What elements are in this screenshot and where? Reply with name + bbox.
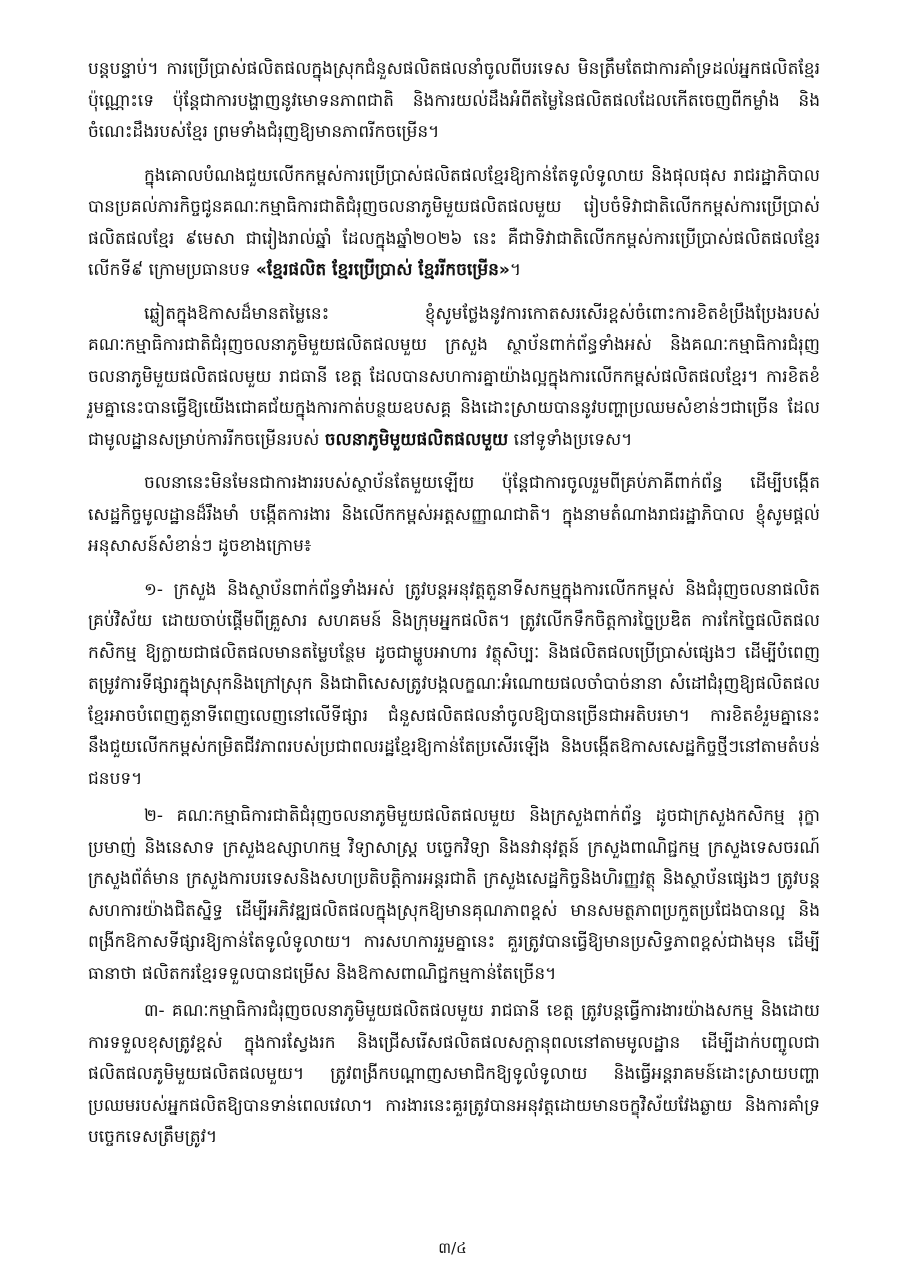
- paragraph-national-day: [88, 161, 820, 287]
- paragraph-text: ក្នុងគោលបំណងជួយលើកកម្ពស់ការប្រើប្រាស់ផលិតផលខ្មែរឱ្យកាន់តែទូលំទូលាយ និងផុលផុស រាជរដ្ឋាភិបាលបានប្រគល់ភារកិច្ចជូនគណៈកម្មាធិការជាតិជំរុញចលនាភូមិមួយផលិតផលមួយ រៀបចំទិវាជាតិលើកកម្ពស់ការប្រើប្រាស់ផលិតផលខ្មែរ ៩មេសា ជារៀងរាល់ឆ្នាំ ដែលក្នុងឆ្នាំ២០២៦ នេះ គឺជាទិវាជាតិលើកកម្ពស់ការប្រើប្រាស់ផលិតផលខ្មែរ លើកទី៩ ក្រោមប្រធានបទ: [88, 165, 820, 280]
- document-body: [88, 54, 820, 1160]
- paragraph-text-end: ។: [509, 260, 522, 280]
- page-number: ៣/៤: [438, 1239, 467, 1257]
- recommendation-item-3: ៣- គណៈកម្មាធិការជំរុញចលនាភូមិមួយផលិតផលមួយ រាជធានី ខេត្ត ត្រូវបន្តធ្វើការងារយ៉ាងសកម្ម និងដោយការទទួលខុសត្រូវខ្ពស់ ក្នុងការស្វែងរក និងជ្រើសរើសផលិតផលសក្តានុពលនៅតាមមូលដ្ឋាន ដើម្បីដាក់បញ្ចូលជាផលិតផលភូមិមួយផលិតផលមួយ។ ត្រូវពង្រីកបណ្តាញសមាជិកឱ្យទូលំទូលាយ និងធ្វើអន្តរាគមន៍ដោះស្រាយបញ្ហាប្រឈមរបស់អ្នកផលិតឱ្យបានទាន់ពេលវេលា។ ការងារនេះគួរត្រូវបានអនុវត្តដោយមានចក្ខុវិស័យវែងឆ្ងាយ និងការគាំទ្របច្ចេកទេសត្រឹមត្រូវ។: [88, 1001, 820, 1147]
- theme-slogan: «ខ្មែរផលិត ខ្មែរប្រើប្រាស់ ខ្មែររីកចម្រើន»: [255, 260, 510, 280]
- paragraph-recommendations-intro: ចលនានេះមិនមែនជាការងាររបស់ស្ថាប័នតែមួយឡើយ ប៉ុន្តែជាការចូលរួមពីគ្រប់ភាគីពាក់ព័ន្ធ ដើម្បីបង្កើតសេដ្ឋកិច្ចមូលដ្ឋានដ៏រឹងមាំ បង្កើតការងារ និងលើកកម្ពស់អត្តសញ្ញាណជាតិ។ ក្នុងនាមតំណាងរាជរដ្ឋាភិបាល ខ្ញុំសូមផ្តល់អនុសាសន៍សំខាន់ៗ ដូចខាងក្រោម៖: [88, 473, 820, 556]
- recommendation-item-2: ២- គណៈកម្មាធិការជាតិជំរុញចលនាភូមិមួយផលិតផលមួយ និងក្រសួងពាក់ព័ន្ធ ដូចជាក្រសួងកសិកម្ម រុក្ខាប្រមាញ់ និងនេសាទ ក្រសួងឧស្សាហកម្ម វិទ្យាសាស្ត្រ បច្ចេកវិទ្យា និងនវានុវត្តន៍ ក្រសួងពាណិជ្ជកម្ម ក្រសួងទេសចរណ៍ ក្រសួងព័ត៌មាន ក្រសួងការបរទេសនិងសហប្រតិបត្តិការអន្តរជាតិ ក្រសួងសេដ្ឋកិច្ចនិងហិរញ្ញវត្ថុ និងស្ថាប័នផ្សេងៗ ត្រូវបន្តសហការយ៉ាងជិតស្និទ្ធ ដើម្បីអភិវឌ្ឍផលិតផលក្នុងស្រុកឱ្យមានគុណភាពខ្ពស់ មានសមត្ថភាពប្រកួតប្រជែងបានល្អ និងពង្រីកឱកាសទីផ្សារឱ្យកាន់តែទូលំទូលាយ។ ការសហការរួមគ្នានេះ គួរត្រូវបានធ្វើឱ្យមានប្រសិទ្ធភាពខ្ពស់ជាងមុន ដើម្បីធានាថា ផលិតករខ្មែរទទួលបានជម្រើស និងឱកាសពាណិជ្ជកម្មកាន់តែច្រើន។: [88, 806, 820, 984]
- paragraph-text: ឆ្លៀតក្នុងឱកាសដ៏មានតម្លៃនេះ ខ្ញុំសូមថ្លែងនូវការកោតសរសើរខ្ពស់ចំពោះការខិតខំប្រឹងប្រែងរបស់គណៈកម្មាធិការជាតិជំរុញចលនាភូមិមួយផលិតផលមួយ ក្រសួង ស្ថាប័នពាក់ព័ន្ធទាំងអស់ និងគណៈកម្មាធិការជំរុញចលនាភូមិមួយផលិតផលមួយ រាជធានី ខេត្ត ដែលបានសហការគ្នាយ៉ាងល្អក្នុងការលើកកម្ពស់ផលិតផលខ្មែរ។ ការខិតខំរួមគ្នានេះបានធ្វើឱ្យយើងជោគជ័យក្នុងការកាត់បន្ថយឧបសគ្គ និងដោះស្រាយបាននូវបញ្ហាប្រឈមសំខាន់ៗជាច្រើន ដែលជាមូលដ្ឋានសម្រាប់ការរីកចម្រើនរបស់: [88, 303, 820, 450]
- paragraph-appreciation: [88, 299, 820, 457]
- movement-name: ចលនាភូមិមួយផលិតផលមួយ: [324, 429, 509, 450]
- paragraph-continuation: បន្តបន្ទាប់។ ការប្រើប្រាស់ផលិតផលក្នុងស្រុកជំនួសផលិតផលនាំចូលពីបរទេស មិនត្រឹមតែជាការគាំទ្រដល់អ្នកផលិតខ្មែរប៉ុណ្ណោះទេ ប៉ុន្តែជាការបង្ហាញនូវមោទនភាពជាតិ និងការយល់ដឹងអំពីតម្លៃនៃផលិតផលដែលកើតចេញពីកម្លាំង និងចំណេះដឹងរបស់ខ្មែរ ព្រមទាំងជំរុញឱ្យមានភាពរីកចម្រើន។: [88, 59, 820, 142]
- paragraph-text-end: នៅទូទាំងប្រទេស។: [508, 429, 633, 450]
- recommendation-item-1: ១- ក្រសួង និងស្ថាប័នពាក់ព័ន្ធទាំងអស់ ត្រូវបន្តអនុវត្តតួនាទីសកម្មក្នុងការលើកកម្ពស់ និងជំរុញចលនាផលិតគ្រប់វិស័យ ដោយចាប់ផ្តើមពីគ្រួសារ សហគមន៍ និងក្រុមអ្នកផលិត។ ត្រូវលើកទឹកចិត្តការច្នៃប្រឌិត ការកែច្នៃផលិតផលកសិកម្ម ឱ្យក្លាយជាផលិតផលមានតម្លៃបន្ថែម ដូចជាម្ហូបអាហារ វត្ថុសិប្បៈ និងផលិតផលប្រើប្រាស់ផ្សេងៗ ដើម្បីបំពេញតម្រូវការទីផ្សារក្នុងស្រុកនិងក្រៅស្រុក និងជាពិសេសត្រូវបង្កលក្ខណៈអំណោយផលចាំបាច់នានា សំដៅជំរុញឱ្យផលិតផលខ្មែរអាចបំពេញតួនាទីពេញលេញនៅលើទីផ្សារ ជំនួសផលិតផលនាំចូលឱ្យបានច្រើនជាអតិបរមា។ ការខិតខំរួមគ្នានេះ នឹងជួយលើកកម្ពស់កម្រិតជីវភាពរបស់ប្រជាពលរដ្ឋខ្មែរឱ្យកាន់តែប្រសើរឡើង និងបង្កើតឱកាសសេដ្ឋកិច្ចថ្មីៗនៅតាមតំបន់ជនបទ។: [88, 579, 820, 789]
